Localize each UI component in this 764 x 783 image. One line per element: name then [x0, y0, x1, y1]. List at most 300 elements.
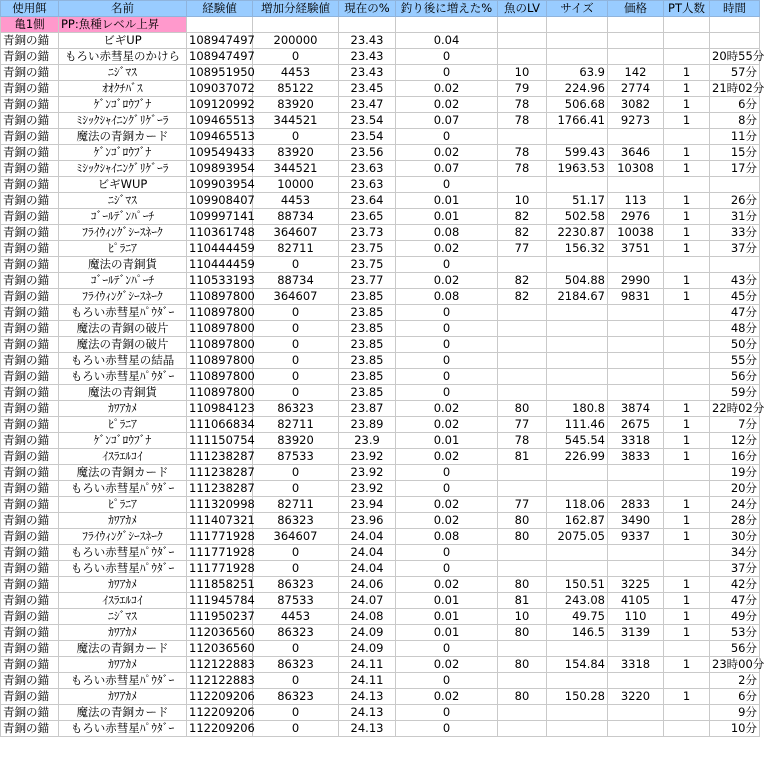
cell-party-size[interactable]: 1 — [664, 433, 710, 449]
cell-pct-gain[interactable]: 0 — [396, 705, 498, 721]
cell-name[interactable]: ビギUP — [59, 33, 187, 49]
cell-bait[interactable]: 青銅の錨 — [1, 97, 59, 113]
cell-bait[interactable]: 青銅の錨 — [1, 401, 59, 417]
cell-size[interactable]: 111.46 — [547, 417, 608, 433]
cell-current-pct[interactable]: 23.43 — [339, 65, 396, 81]
cell-exp-gain[interactable]: 364607 — [253, 529, 339, 545]
empty-cell[interactable] — [187, 17, 253, 33]
cell-exp[interactable]: 111945784 — [187, 593, 253, 609]
empty-cell[interactable] — [339, 17, 396, 33]
cell-time[interactable] — [710, 177, 760, 193]
cell-exp-gain[interactable]: 86323 — [253, 689, 339, 705]
cell-name[interactable]: ﾆｼﾞﾏｽ — [59, 65, 187, 81]
cell-time[interactable]: 37分 — [710, 241, 760, 257]
cell-fish-level[interactable] — [498, 641, 547, 657]
empty-cell[interactable] — [710, 17, 760, 33]
cell-exp-gain[interactable]: 364607 — [253, 289, 339, 305]
cell-pct-gain[interactable]: 0.02 — [396, 145, 498, 161]
cell-size[interactable] — [547, 481, 608, 497]
cell-party-size[interactable] — [664, 481, 710, 497]
cell-price[interactable] — [608, 177, 664, 193]
cell-party-size[interactable] — [664, 257, 710, 273]
cell-price[interactable]: 10038 — [608, 225, 664, 241]
cell-exp-gain[interactable]: 85122 — [253, 81, 339, 97]
cell-exp-gain[interactable]: 83920 — [253, 97, 339, 113]
cell-name[interactable]: もろい赤彗星の結晶 — [59, 353, 187, 369]
cell-party-size[interactable] — [664, 641, 710, 657]
cell-exp-gain[interactable]: 10000 — [253, 177, 339, 193]
cell-current-pct[interactable]: 23.92 — [339, 481, 396, 497]
cell-pct-gain[interactable]: 0.01 — [396, 609, 498, 625]
cell-name[interactable]: ｶﾜｱｶﾒ — [59, 689, 187, 705]
cell-exp[interactable]: 111771928 — [187, 545, 253, 561]
header-cell-time[interactable]: 時間 — [710, 1, 760, 17]
cell-price[interactable]: 3225 — [608, 577, 664, 593]
cell-size[interactable]: 150.51 — [547, 577, 608, 593]
cell-exp[interactable]: 109903954 — [187, 177, 253, 193]
cell-exp[interactable]: 110444459 — [187, 257, 253, 273]
cell-price[interactable]: 110 — [608, 609, 664, 625]
cell-fish-level[interactable] — [498, 305, 547, 321]
cell-bait[interactable]: 青銅の錨 — [1, 49, 59, 65]
cell-name[interactable]: ﾋﾟﾗﾆｱ — [59, 497, 187, 513]
cell-party-size[interactable]: 1 — [664, 113, 710, 129]
cell-party-size[interactable]: 1 — [664, 161, 710, 177]
cell-current-pct[interactable]: 23.85 — [339, 353, 396, 369]
cell-party-size[interactable]: 1 — [664, 449, 710, 465]
cell-pct-gain[interactable]: 0 — [396, 561, 498, 577]
cell-bait[interactable]: 青銅の錨 — [1, 65, 59, 81]
cell-price[interactable] — [608, 385, 664, 401]
cell-size[interactable]: 180.8 — [547, 401, 608, 417]
cell-exp-gain[interactable]: 0 — [253, 353, 339, 369]
empty-cell[interactable] — [664, 17, 710, 33]
cell-current-pct[interactable]: 24.13 — [339, 689, 396, 705]
cell-exp[interactable]: 111950237 — [187, 609, 253, 625]
cell-exp[interactable]: 109465513 — [187, 129, 253, 145]
cell-fish-level[interactable] — [498, 257, 547, 273]
cell-time[interactable]: 31分 — [710, 209, 760, 225]
cell-exp[interactable]: 108947497 — [187, 49, 253, 65]
cell-current-pct[interactable]: 24.04 — [339, 529, 396, 545]
cell-pct-gain[interactable]: 0 — [396, 49, 498, 65]
cell-fish-level[interactable] — [498, 369, 547, 385]
cell-pct-gain[interactable]: 0.08 — [396, 289, 498, 305]
subheader-note-cell[interactable]: PP:魚種レベル上昇 — [59, 17, 187, 33]
cell-price[interactable]: 3490 — [608, 513, 664, 529]
cell-name[interactable]: ビギWUP — [59, 177, 187, 193]
empty-cell[interactable] — [396, 17, 498, 33]
cell-exp[interactable]: 111238287 — [187, 481, 253, 497]
cell-size[interactable]: 545.54 — [547, 433, 608, 449]
cell-price[interactable] — [608, 129, 664, 145]
cell-pct-gain[interactable]: 0.01 — [396, 625, 498, 641]
cell-current-pct[interactable]: 24.04 — [339, 545, 396, 561]
cell-name[interactable]: ｶﾜｱｶﾒ — [59, 625, 187, 641]
cell-fish-level[interactable]: 78 — [498, 145, 547, 161]
cell-bait[interactable]: 青銅の錨 — [1, 705, 59, 721]
cell-current-pct[interactable]: 23.75 — [339, 257, 396, 273]
cell-size[interactable]: 1963.53 — [547, 161, 608, 177]
cell-size[interactable]: 243.08 — [547, 593, 608, 609]
cell-current-pct[interactable]: 24.04 — [339, 561, 396, 577]
cell-time[interactable]: 16分 — [710, 449, 760, 465]
cell-party-size[interactable] — [664, 321, 710, 337]
header-cell-size[interactable]: サイズ — [547, 1, 608, 17]
cell-pct-gain[interactable]: 0 — [396, 545, 498, 561]
cell-fish-level[interactable]: 10 — [498, 193, 547, 209]
cell-current-pct[interactable]: 23.9 — [339, 433, 396, 449]
cell-name[interactable]: もろい赤彗星ﾊﾟｳﾀﾞｰ — [59, 721, 187, 737]
cell-party-size[interactable]: 1 — [664, 289, 710, 305]
cell-party-size[interactable] — [664, 337, 710, 353]
cell-exp[interactable]: 110444459 — [187, 241, 253, 257]
cell-exp-gain[interactable]: 0 — [253, 641, 339, 657]
cell-price[interactable] — [608, 705, 664, 721]
cell-exp[interactable]: 112122883 — [187, 657, 253, 673]
cell-pct-gain[interactable]: 0 — [396, 385, 498, 401]
cell-price[interactable] — [608, 465, 664, 481]
cell-size[interactable]: 226.99 — [547, 449, 608, 465]
cell-fish-level[interactable]: 80 — [498, 657, 547, 673]
cell-exp[interactable]: 110984123 — [187, 401, 253, 417]
header-cell-exp[interactable]: 経験値 — [187, 1, 253, 17]
cell-exp-gain[interactable]: 344521 — [253, 161, 339, 177]
cell-name[interactable]: ﾌﾗｲｳｨﾝｸﾞｼｰｽﾈｰｸ — [59, 529, 187, 545]
cell-price[interactable]: 2976 — [608, 209, 664, 225]
cell-party-size[interactable] — [664, 369, 710, 385]
cell-name[interactable]: ﾆｼﾞﾏｽ — [59, 609, 187, 625]
cell-exp-gain[interactable]: 82711 — [253, 417, 339, 433]
cell-price[interactable]: 2675 — [608, 417, 664, 433]
cell-exp-gain[interactable]: 4453 — [253, 65, 339, 81]
header-cell-name[interactable]: 名前 — [59, 1, 187, 17]
cell-pct-gain[interactable]: 0 — [396, 481, 498, 497]
cell-fish-level[interactable] — [498, 465, 547, 481]
cell-exp[interactable]: 109120992 — [187, 97, 253, 113]
cell-bait[interactable]: 青銅の錨 — [1, 433, 59, 449]
cell-pct-gain[interactable]: 0.01 — [396, 209, 498, 225]
cell-exp-gain[interactable]: 83920 — [253, 145, 339, 161]
cell-current-pct[interactable]: 24.09 — [339, 625, 396, 641]
cell-price[interactable] — [608, 369, 664, 385]
cell-party-size[interactable] — [664, 33, 710, 49]
cell-party-size[interactable] — [664, 721, 710, 737]
cell-time[interactable]: 56分 — [710, 369, 760, 385]
cell-exp-gain[interactable]: 0 — [253, 561, 339, 577]
cell-bait[interactable]: 青銅の錨 — [1, 273, 59, 289]
cell-pct-gain[interactable]: 0 — [396, 305, 498, 321]
cell-time[interactable]: 19分 — [710, 465, 760, 481]
cell-price[interactable] — [608, 33, 664, 49]
cell-pct-gain[interactable]: 0 — [396, 673, 498, 689]
cell-exp[interactable]: 111150754 — [187, 433, 253, 449]
cell-pct-gain[interactable]: 0.07 — [396, 113, 498, 129]
cell-price[interactable] — [608, 721, 664, 737]
cell-price[interactable]: 2833 — [608, 497, 664, 513]
cell-name[interactable]: ｺﾞｰﾙﾃﾞﾝﾊﾟｰﾁ — [59, 273, 187, 289]
cell-exp-gain[interactable]: 0 — [253, 481, 339, 497]
cell-pct-gain[interactable]: 0.02 — [396, 273, 498, 289]
cell-bait[interactable]: 青銅の錨 — [1, 145, 59, 161]
cell-time[interactable] — [710, 257, 760, 273]
cell-size[interactable] — [547, 129, 608, 145]
cell-time[interactable]: 34分 — [710, 545, 760, 561]
cell-price[interactable]: 2774 — [608, 81, 664, 97]
cell-price[interactable]: 10308 — [608, 161, 664, 177]
cell-party-size[interactable] — [664, 561, 710, 577]
cell-pct-gain[interactable]: 0.02 — [396, 657, 498, 673]
cell-exp[interactable]: 109893954 — [187, 161, 253, 177]
cell-time[interactable] — [710, 33, 760, 49]
cell-exp-gain[interactable]: 344521 — [253, 113, 339, 129]
cell-pct-gain[interactable]: 0.02 — [396, 417, 498, 433]
cell-exp[interactable]: 110897800 — [187, 369, 253, 385]
cell-party-size[interactable]: 1 — [664, 609, 710, 625]
cell-price[interactable]: 4105 — [608, 593, 664, 609]
cell-size[interactable] — [547, 545, 608, 561]
cell-name[interactable]: 魔法の青銅の破片 — [59, 321, 187, 337]
cell-bait[interactable]: 青銅の錨 — [1, 657, 59, 673]
cell-fish-level[interactable]: 82 — [498, 225, 547, 241]
cell-party-size[interactable]: 1 — [664, 577, 710, 593]
cell-current-pct[interactable]: 23.56 — [339, 145, 396, 161]
cell-exp[interactable]: 112209206 — [187, 689, 253, 705]
cell-exp-gain[interactable]: 88734 — [253, 209, 339, 225]
cell-time[interactable]: 6分 — [710, 689, 760, 705]
cell-time[interactable]: 33分 — [710, 225, 760, 241]
cell-size[interactable] — [547, 49, 608, 65]
cell-party-size[interactable]: 1 — [664, 625, 710, 641]
cell-fish-level[interactable]: 80 — [498, 577, 547, 593]
cell-exp[interactable]: 111238287 — [187, 449, 253, 465]
cell-pct-gain[interactable]: 0 — [396, 353, 498, 369]
cell-bait[interactable]: 青銅の錨 — [1, 129, 59, 145]
cell-pct-gain[interactable]: 0.01 — [396, 593, 498, 609]
cell-name[interactable]: ﾋﾟﾗﾆｱ — [59, 417, 187, 433]
cell-time[interactable]: 12分 — [710, 433, 760, 449]
cell-exp-gain[interactable]: 0 — [253, 49, 339, 65]
cell-name[interactable]: もろい赤彗星のかけら — [59, 49, 187, 65]
cell-current-pct[interactable]: 23.54 — [339, 129, 396, 145]
cell-price[interactable]: 3751 — [608, 241, 664, 257]
cell-fish-level[interactable]: 82 — [498, 273, 547, 289]
cell-bait[interactable]: 青銅の錨 — [1, 385, 59, 401]
cell-time[interactable]: 7分 — [710, 417, 760, 433]
cell-bait[interactable]: 青銅の錨 — [1, 689, 59, 705]
cell-exp[interactable]: 112209206 — [187, 721, 253, 737]
cell-size[interactable]: 156.32 — [547, 241, 608, 257]
cell-bait[interactable]: 青銅の錨 — [1, 209, 59, 225]
cell-party-size[interactable]: 1 — [664, 145, 710, 161]
cell-time[interactable]: 53分 — [710, 625, 760, 641]
cell-bait[interactable]: 青銅の錨 — [1, 529, 59, 545]
cell-exp[interactable]: 112122883 — [187, 673, 253, 689]
cell-size[interactable] — [547, 721, 608, 737]
cell-exp-gain[interactable]: 83920 — [253, 433, 339, 449]
cell-time[interactable]: 42分 — [710, 577, 760, 593]
cell-time[interactable]: 20分 — [710, 481, 760, 497]
cell-exp[interactable]: 110897800 — [187, 321, 253, 337]
header-cell-bait[interactable]: 使用餌 — [1, 1, 59, 17]
cell-exp-gain[interactable]: 0 — [253, 465, 339, 481]
cell-bait[interactable]: 青銅の錨 — [1, 625, 59, 641]
cell-fish-level[interactable]: 82 — [498, 209, 547, 225]
cell-exp[interactable]: 111066834 — [187, 417, 253, 433]
cell-current-pct[interactable]: 23.77 — [339, 273, 396, 289]
cell-time[interactable]: 20時55分 — [710, 49, 760, 65]
cell-time[interactable]: 26分 — [710, 193, 760, 209]
cell-size[interactable]: 146.5 — [547, 625, 608, 641]
cell-time[interactable]: 45分 — [710, 289, 760, 305]
cell-pct-gain[interactable]: 0 — [396, 369, 498, 385]
cell-party-size[interactable] — [664, 465, 710, 481]
cell-exp[interactable]: 110897800 — [187, 385, 253, 401]
cell-current-pct[interactable]: 24.08 — [339, 609, 396, 625]
cell-time[interactable]: 43分 — [710, 273, 760, 289]
cell-name[interactable]: 魔法の青銅の破片 — [59, 337, 187, 353]
cell-current-pct[interactable]: 23.63 — [339, 177, 396, 193]
cell-size[interactable]: 118.06 — [547, 497, 608, 513]
cell-size[interactable]: 63.9 — [547, 65, 608, 81]
cell-exp[interactable]: 112036560 — [187, 641, 253, 657]
cell-current-pct[interactable]: 23.75 — [339, 241, 396, 257]
cell-name[interactable]: ｶﾜｱｶﾒ — [59, 657, 187, 673]
cell-current-pct[interactable]: 23.85 — [339, 321, 396, 337]
cell-time[interactable]: 22時02分 — [710, 401, 760, 417]
cell-current-pct[interactable]: 23.85 — [339, 305, 396, 321]
cell-time[interactable]: 10分 — [710, 721, 760, 737]
cell-exp-gain[interactable]: 86323 — [253, 657, 339, 673]
cell-fish-level[interactable] — [498, 721, 547, 737]
cell-time[interactable]: 59分 — [710, 385, 760, 401]
cell-current-pct[interactable]: 23.87 — [339, 401, 396, 417]
cell-current-pct[interactable]: 23.89 — [339, 417, 396, 433]
cell-time[interactable]: 17分 — [710, 161, 760, 177]
cell-exp[interactable]: 109908407 — [187, 193, 253, 209]
empty-cell[interactable] — [498, 17, 547, 33]
cell-pct-gain[interactable]: 0 — [396, 465, 498, 481]
cell-pct-gain[interactable]: 0 — [396, 177, 498, 193]
cell-pct-gain[interactable]: 0.04 — [396, 33, 498, 49]
cell-name[interactable]: 魔法の青銅カード — [59, 129, 187, 145]
cell-exp[interactable]: 109037072 — [187, 81, 253, 97]
cell-time[interactable]: 2分 — [710, 673, 760, 689]
cell-current-pct[interactable]: 23.85 — [339, 369, 396, 385]
cell-fish-level[interactable] — [498, 561, 547, 577]
cell-fish-level[interactable] — [498, 545, 547, 561]
cell-exp[interactable]: 110897800 — [187, 353, 253, 369]
cell-pct-gain[interactable]: 0.02 — [396, 577, 498, 593]
header-cell-pct-gain[interactable]: 釣り後に増えた% — [396, 1, 498, 17]
cell-fish-level[interactable]: 80 — [498, 625, 547, 641]
cell-bait[interactable]: 青銅の錨 — [1, 33, 59, 49]
cell-time[interactable]: 55分 — [710, 353, 760, 369]
cell-price[interactable]: 3220 — [608, 689, 664, 705]
cell-exp-gain[interactable]: 200000 — [253, 33, 339, 49]
cell-current-pct[interactable]: 24.13 — [339, 705, 396, 721]
cell-fish-level[interactable]: 78 — [498, 113, 547, 129]
cell-fish-level[interactable]: 80 — [498, 529, 547, 545]
cell-bait[interactable]: 青銅の錨 — [1, 161, 59, 177]
cell-name[interactable]: ﾋﾟﾗﾆｱ — [59, 241, 187, 257]
cell-exp[interactable]: 110533193 — [187, 273, 253, 289]
cell-exp[interactable]: 111238287 — [187, 465, 253, 481]
cell-price[interactable]: 3646 — [608, 145, 664, 161]
cell-exp-gain[interactable]: 0 — [253, 129, 339, 145]
cell-exp-gain[interactable]: 0 — [253, 257, 339, 273]
cell-bait[interactable]: 青銅の錨 — [1, 369, 59, 385]
cell-current-pct[interactable]: 23.92 — [339, 465, 396, 481]
cell-name[interactable]: ﾆｼﾞﾏｽ — [59, 193, 187, 209]
cell-size[interactable] — [547, 177, 608, 193]
cell-size[interactable]: 51.17 — [547, 193, 608, 209]
cell-exp[interactable]: 111407321 — [187, 513, 253, 529]
cell-price[interactable] — [608, 321, 664, 337]
cell-size[interactable]: 599.43 — [547, 145, 608, 161]
cell-time[interactable]: 50分 — [710, 337, 760, 353]
cell-fish-level[interactable]: 10 — [498, 65, 547, 81]
cell-pct-gain[interactable]: 0.01 — [396, 193, 498, 209]
cell-fish-level[interactable]: 78 — [498, 161, 547, 177]
cell-price[interactable] — [608, 337, 664, 353]
cell-fish-level[interactable] — [498, 129, 547, 145]
cell-bait[interactable]: 青銅の錨 — [1, 337, 59, 353]
cell-bait[interactable]: 青銅の錨 — [1, 673, 59, 689]
cell-size[interactable] — [547, 337, 608, 353]
cell-fish-level[interactable]: 82 — [498, 289, 547, 305]
cell-current-pct[interactable]: 23.73 — [339, 225, 396, 241]
cell-party-size[interactable]: 1 — [664, 225, 710, 241]
cell-party-size[interactable]: 1 — [664, 81, 710, 97]
cell-current-pct[interactable]: 24.07 — [339, 593, 396, 609]
cell-price[interactable]: 3874 — [608, 401, 664, 417]
cell-name[interactable]: ｲｽﾗｴﾙｺｲ — [59, 593, 187, 609]
cell-pct-gain[interactable]: 0.02 — [396, 241, 498, 257]
cell-fish-level[interactable] — [498, 353, 547, 369]
cell-bait[interactable]: 青銅の錨 — [1, 177, 59, 193]
cell-party-size[interactable]: 1 — [664, 529, 710, 545]
cell-current-pct[interactable]: 23.94 — [339, 497, 396, 513]
cell-current-pct[interactable]: 23.85 — [339, 385, 396, 401]
cell-party-size[interactable] — [664, 305, 710, 321]
cell-size[interactable] — [547, 465, 608, 481]
empty-cell[interactable] — [547, 17, 608, 33]
cell-exp-gain[interactable]: 364607 — [253, 225, 339, 241]
cell-time[interactable]: 28分 — [710, 513, 760, 529]
cell-pct-gain[interactable]: 0 — [396, 721, 498, 737]
cell-bait[interactable]: 青銅の錨 — [1, 449, 59, 465]
cell-name[interactable]: 魔法の青銅カード — [59, 641, 187, 657]
cell-exp-gain[interactable]: 0 — [253, 305, 339, 321]
cell-name[interactable]: ｶﾜｱｶﾒ — [59, 513, 187, 529]
cell-name[interactable]: ｹﾞﾝｺﾞﾛｳﾌﾞﾅ — [59, 97, 187, 113]
cell-price[interactable]: 3139 — [608, 625, 664, 641]
cell-time[interactable]: 6分 — [710, 97, 760, 113]
cell-price[interactable] — [608, 561, 664, 577]
cell-party-size[interactable] — [664, 705, 710, 721]
cell-party-size[interactable]: 1 — [664, 97, 710, 113]
cell-bait[interactable]: 青銅の錨 — [1, 465, 59, 481]
cell-pct-gain[interactable]: 0.01 — [396, 433, 498, 449]
cell-size[interactable] — [547, 385, 608, 401]
cell-current-pct[interactable]: 23.96 — [339, 513, 396, 529]
cell-exp-gain[interactable]: 0 — [253, 721, 339, 737]
cell-party-size[interactable] — [664, 385, 710, 401]
cell-fish-level[interactable]: 80 — [498, 513, 547, 529]
cell-fish-level[interactable]: 78 — [498, 433, 547, 449]
cell-bait[interactable]: 青銅の錨 — [1, 641, 59, 657]
